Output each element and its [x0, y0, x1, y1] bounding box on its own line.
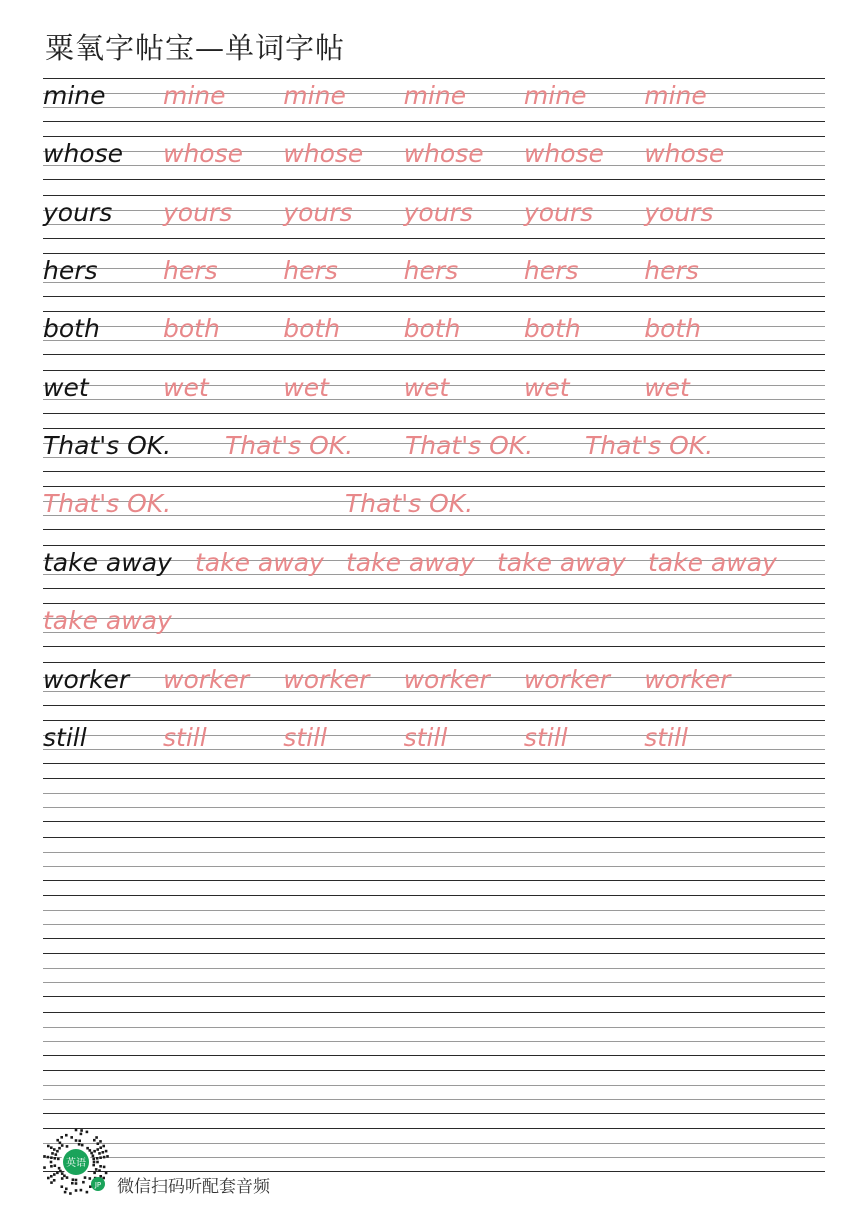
writing-row [43, 953, 825, 997]
rule-line [43, 982, 825, 983]
model-word: still [43, 722, 87, 752]
model-word: mine [43, 81, 106, 110]
rule-line [43, 646, 825, 647]
rule-line [43, 1070, 825, 1071]
trace-word: take away [648, 547, 777, 577]
trace-word: whose [283, 139, 364, 169]
rule-line [43, 370, 825, 371]
trace-word: still [403, 722, 448, 752]
trace-word: wet [403, 372, 450, 402]
trace-word: hers [163, 256, 218, 286]
trace-word: That's OK. [225, 431, 354, 461]
rule-line [43, 603, 825, 604]
footer [40, 1126, 440, 1198]
qr-corner-label: JP [94, 1181, 102, 1189]
trace-word: worker [283, 664, 370, 694]
trace-word: yours [644, 197, 714, 227]
rule-line [43, 924, 825, 925]
trace-word: both [283, 314, 341, 344]
trace-word: whose [523, 139, 604, 169]
rule-line [43, 296, 825, 297]
trace-word: wet [283, 372, 329, 402]
rule-line [43, 529, 825, 530]
trace-word: hers [523, 256, 579, 286]
trace-word: mine [523, 81, 587, 110]
writing-row [43, 778, 825, 822]
trace-word: whose [163, 139, 243, 169]
rule-line [43, 588, 825, 589]
rule-line [43, 428, 825, 429]
rule-line [43, 895, 825, 896]
writing-row [43, 720, 825, 764]
rule-line [43, 179, 825, 180]
footer-hint: 微信扫码听配套音频 [117, 1177, 270, 1197]
trace-word: both [163, 314, 220, 344]
rule-line [43, 793, 825, 794]
rule-line [43, 545, 825, 546]
writing-row [43, 603, 825, 647]
trace-word: hers [403, 256, 459, 286]
rule-line [43, 763, 825, 764]
writing-row [43, 1070, 825, 1114]
trace-word: worker [644, 664, 731, 694]
trace-word: That's OK. [585, 431, 714, 461]
model-word: hers [43, 256, 98, 286]
trace-word: worker [163, 664, 250, 694]
trace-word: mine [644, 81, 707, 110]
trace-word: yours [403, 197, 473, 227]
rule-line [43, 1012, 825, 1013]
trace-word: wet [644, 372, 690, 402]
trace-word: still [523, 722, 568, 752]
writing-row [43, 895, 825, 939]
rule-line [43, 413, 825, 414]
rule-line [43, 852, 825, 853]
rule-line [43, 1041, 825, 1042]
writing-row [43, 662, 825, 706]
rule-line [43, 807, 825, 808]
writing-row [43, 311, 825, 355]
writing-sheet [43, 78, 825, 1118]
rule-line [43, 486, 825, 487]
trace-word: both [403, 314, 461, 344]
trace-word: hers [283, 256, 338, 286]
qr-badge-label: 英语 [66, 1158, 86, 1169]
trace-word: yours [523, 197, 594, 227]
rule-line [43, 471, 825, 472]
rule-line [43, 821, 825, 822]
rule-line [43, 253, 825, 254]
writing-row [43, 78, 825, 122]
rule-line [43, 662, 825, 663]
page-title: 粟氧字帖宝—单词字帖 [45, 31, 346, 65]
trace-word: still [163, 722, 207, 752]
rule-line [43, 837, 825, 838]
rule-line [43, 121, 825, 122]
model-word: That's OK. [43, 431, 172, 461]
writing-row [43, 1012, 825, 1056]
writing-row [43, 253, 825, 297]
rule-line [43, 1099, 825, 1100]
rule-line [43, 778, 825, 779]
trace-word: worker [403, 664, 490, 694]
rule-line [43, 311, 825, 312]
model-word: take away [43, 547, 172, 577]
trace-word: take away [497, 547, 626, 577]
writing-row [43, 545, 825, 589]
rule-line [43, 354, 825, 355]
rule-line [43, 705, 825, 706]
rule-line [43, 1055, 825, 1056]
trace-word: both [523, 314, 581, 344]
writing-row [43, 837, 825, 881]
qr-code-icon [40, 1126, 112, 1198]
trace-word: mine [163, 81, 226, 110]
rule-line [43, 720, 825, 721]
trace-word: mine [283, 81, 346, 110]
trace-word: still [644, 722, 688, 752]
trace-word: worker [523, 664, 611, 694]
trace-word: wet [523, 372, 570, 402]
trace-word: That's OK. [345, 489, 474, 519]
writing-row [43, 370, 825, 414]
trace-word: take away [43, 606, 172, 636]
trace-word: hers [644, 256, 699, 286]
model-word: whose [43, 139, 123, 169]
trace-word: both [644, 314, 702, 344]
model-word: both [43, 314, 100, 344]
rule-line [43, 1027, 825, 1028]
trace-word: mine [403, 81, 467, 110]
trace-word: yours [163, 197, 233, 227]
trace-word: yours [283, 197, 353, 227]
trace-word: wet [163, 372, 209, 402]
trace-word: whose [644, 139, 725, 169]
rule-line [43, 938, 825, 939]
rule-line [43, 866, 825, 867]
rule-line [43, 238, 825, 239]
trace-word: take away [195, 547, 324, 577]
model-word: wet [43, 372, 89, 402]
rule-line [43, 136, 825, 137]
writing-row [43, 486, 825, 530]
writing-row [43, 195, 825, 239]
rule-line [43, 1085, 825, 1086]
rule-line [43, 910, 825, 911]
trace-word: That's OK. [43, 489, 172, 519]
rule-line [43, 195, 825, 196]
trace-word: take away [346, 547, 475, 577]
rule-line [43, 1113, 825, 1114]
rule-line [43, 78, 825, 79]
rule-line [43, 996, 825, 997]
rule-line [43, 953, 825, 954]
trace-word: That's OK. [405, 431, 534, 461]
rule-line [43, 880, 825, 881]
trace-word: still [283, 722, 327, 752]
rule-line [43, 968, 825, 969]
trace-word: whose [403, 139, 484, 169]
model-word: worker [43, 664, 130, 694]
writing-row [43, 136, 825, 180]
model-word: yours [43, 197, 113, 227]
writing-row [43, 428, 825, 472]
